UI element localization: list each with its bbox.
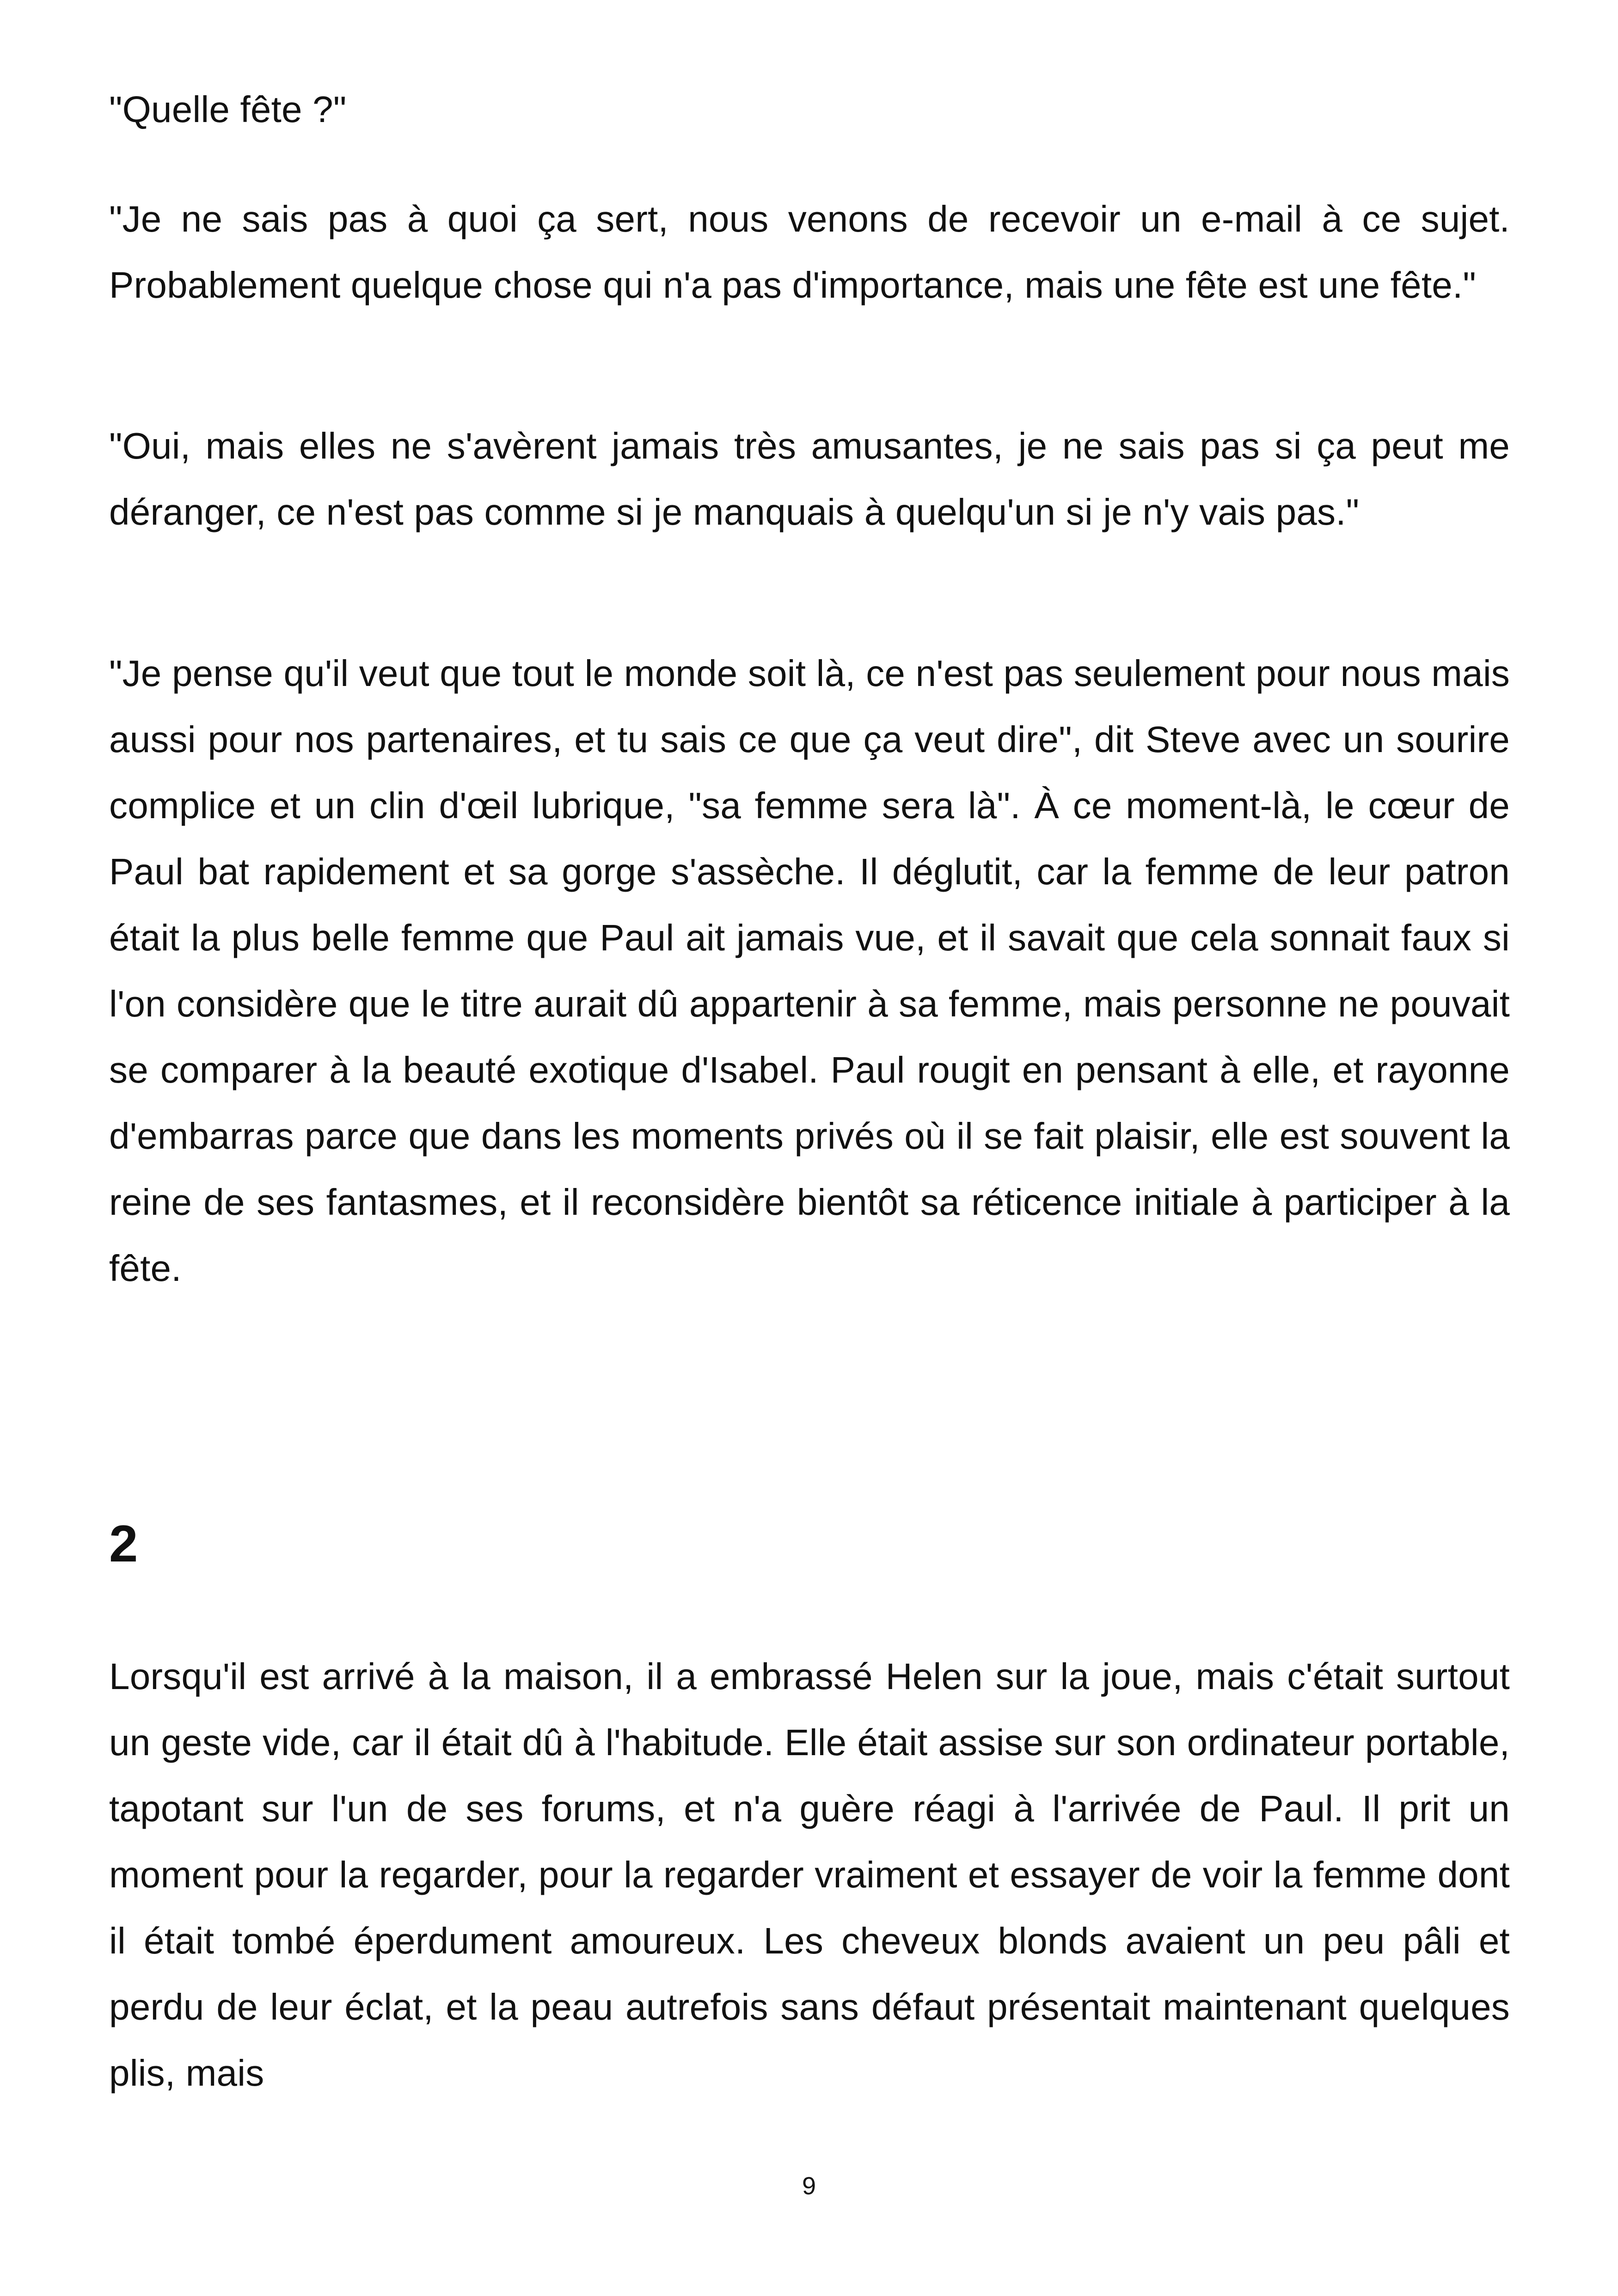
chapter-heading: 2 bbox=[109, 1515, 138, 1573]
paragraph: "Je ne sais pas à quoi ça sert, nous venons de recevoir un e-mail à ce sujet. Probablement quelque chose qui n'a pas d'importance, mais une fête est une fête." bbox=[109, 198, 1510, 306]
page-number: 9 bbox=[802, 2172, 816, 2200]
paragraph: "Quelle fête ?" bbox=[109, 89, 347, 130]
paragraph: Lorsqu'il est arrivé à la maison, il a embrassé Helen sur la joue, mais c'était surtout un geste vide, car il était dû à l'habitude. Elle était assise sur son ordinateur portable, tapotant sur l'un de ses forums, et n'a guère réagi à l'arrivée de Paul. Il prit un moment pour la regarder, pour la regarder vraiment et essayer de voir la femme dont il était tombé éperdument amoureux. Les cheveux blonds avaient un peu pâli et perdu de leur éclat, et la peau autrefois sans défaut présentait maintenant quelques plis, mais bbox=[109, 1656, 1510, 2094]
paragraph: "Oui, mais elles ne s'avèrent jamais très amusantes, je ne sais pas si ça peut me déranger, ce n'est pas comme si je manquais à quelqu'un si je n'y vais pas." bbox=[109, 425, 1510, 533]
paragraph: "Je pense qu'il veut que tout le monde soit là, ce n'est pas seulement pour nous mais aussi pour nos partenaires, et tu sais ce que ça veut dire", dit Steve avec un sourire complice et un clin d'œil lubrique, "sa femme sera là". À ce moment-là, le cœur de Paul bat rapidement et sa gorge s'assèche. Il déglutit, car la femme de leur patron était la plus belle femme que Paul ait jamais vue, et il savait que cela sonnait faux si l'on considère que le titre aurait dû appartenir à sa femme, mais personne ne pouvait se comparer à la beauté exotique d'Isabel. Paul rougit en pensant à elle, et rayonne d'embarras parce que dans les moments privés où il se fait plaisir, elle est souvent la reine de ses fantasmes, et il reconsidère bientôt sa réticence initiale à participer à la fête. bbox=[109, 653, 1510, 1289]
